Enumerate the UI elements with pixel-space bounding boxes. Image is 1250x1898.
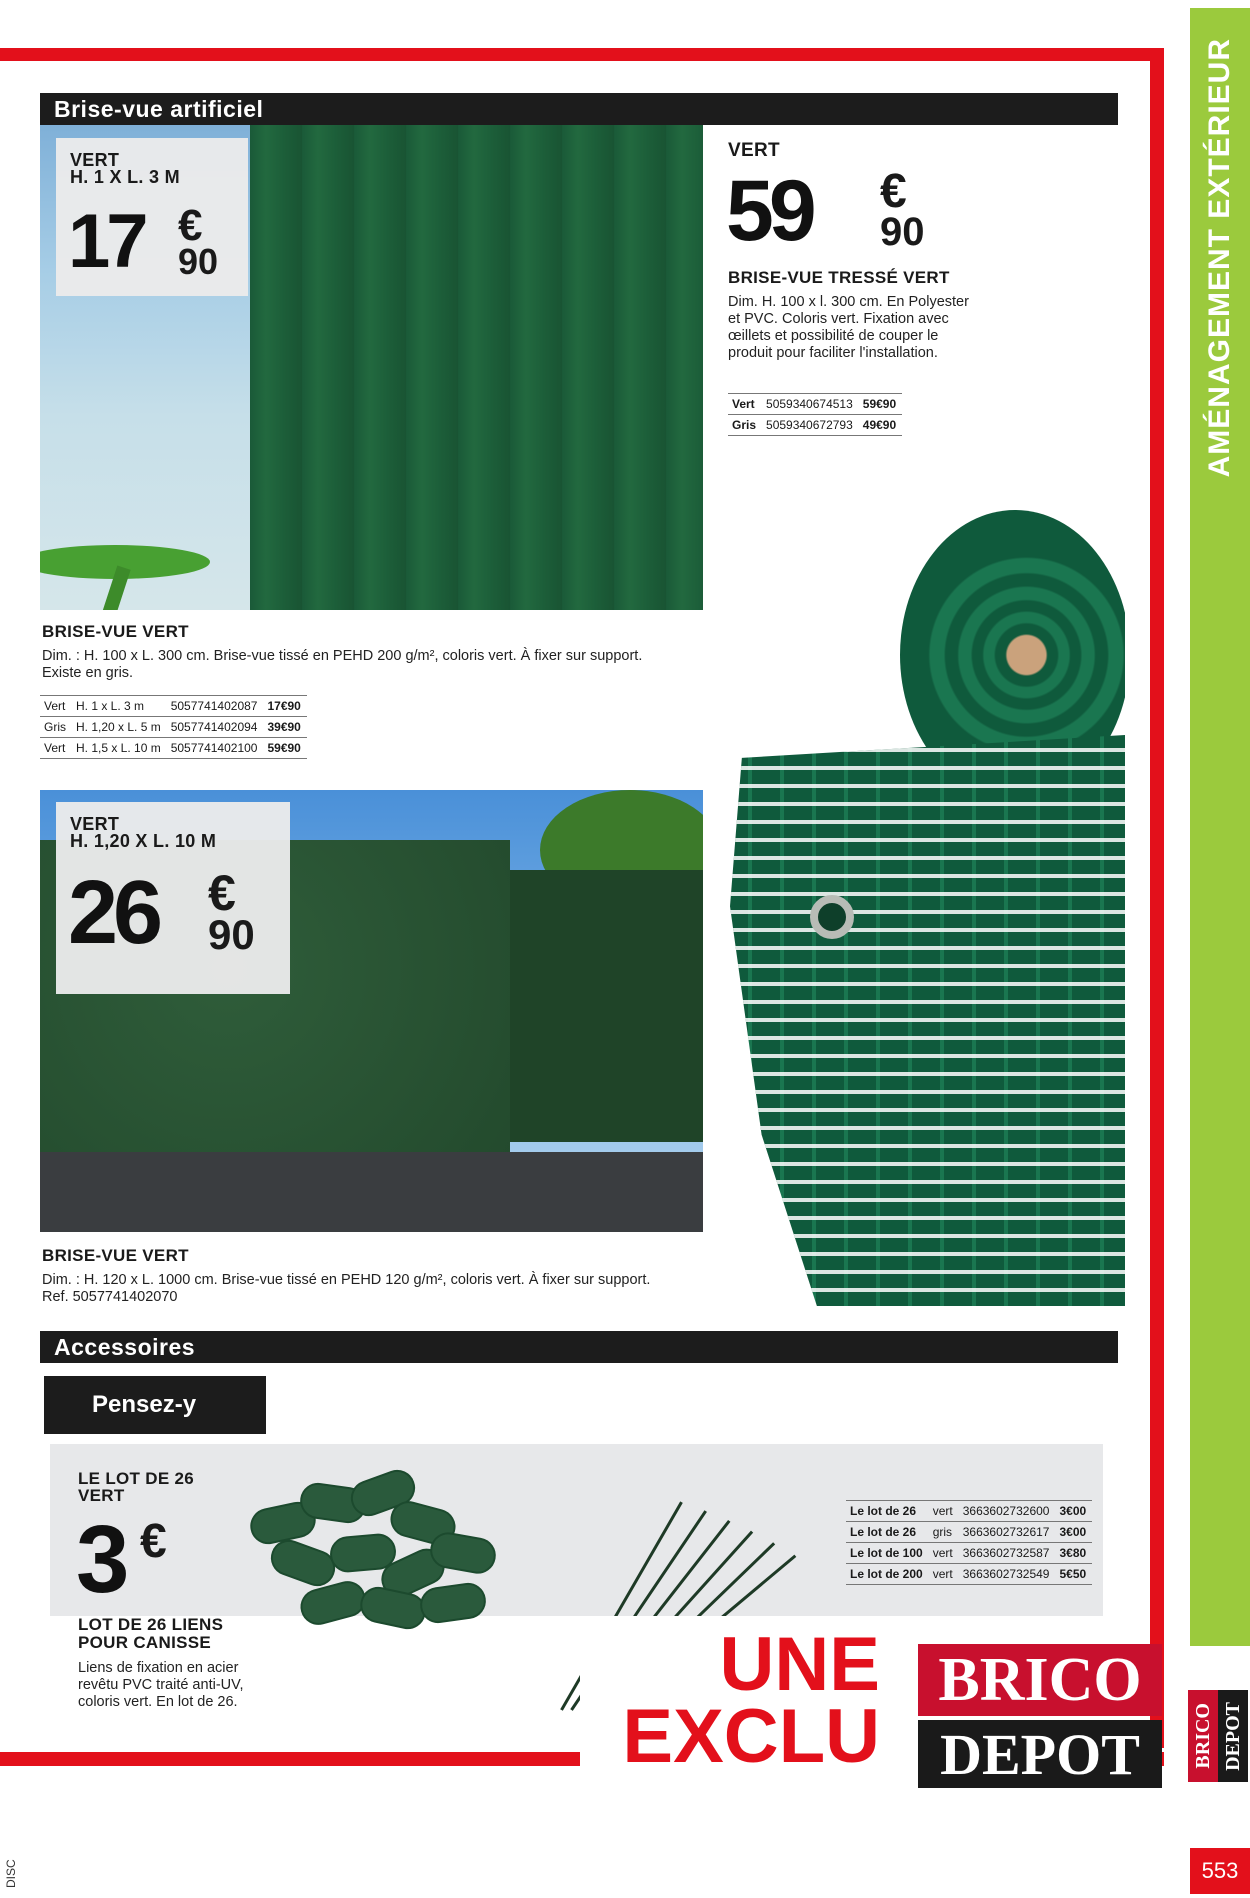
price-1-int: 17 (68, 199, 145, 284)
logo-depot-text: DEPOT (1221, 1701, 1244, 1771)
logo-depot-half (1218, 1690, 1248, 1782)
product-4-desc-line3: coloris vert. En lot de 26. (78, 1694, 238, 1710)
product-3-desc (42, 1272, 722, 1306)
row-lot: Le lot de 200 (846, 1564, 929, 1585)
product-2-desc-line2: et PVC. Coloris vert. Fixation avec (728, 311, 949, 327)
table-row (728, 415, 902, 436)
product-2-desc-line4: produit pour faciliter l'installation. (728, 345, 938, 361)
product-4-desc-line2: revêtu PVC traité anti-UV, (78, 1677, 244, 1693)
category-title-text: AMÉNAGEMENT EXTÉRIEUR (1203, 38, 1236, 478)
logo-brico-text: BRICO (1191, 1703, 1214, 1769)
table-row (40, 717, 307, 738)
row-color: vert (929, 1564, 959, 1585)
table-row (40, 696, 307, 717)
price-1-decimals: 90 (178, 241, 219, 282)
table-row (728, 394, 902, 415)
table-row (846, 1522, 1092, 1543)
row-color: Gris (728, 415, 762, 436)
price-3-decimals: 90 (208, 911, 255, 958)
row-price: 3€00 (1055, 1501, 1092, 1522)
product-4-desc-line1: Liens de fixation en acier (78, 1660, 239, 1676)
clip-shape (296, 1577, 369, 1629)
product-4-badge-line1: LE LOT DE 26 (78, 1469, 195, 1488)
brico-depot-logo-small (1188, 1690, 1248, 1782)
fence-shape (250, 125, 703, 610)
page-number: 553 (1190, 1848, 1250, 1894)
row-lot: Le lot de 100 (846, 1543, 929, 1564)
exclu-line2: EXCLU (622, 1694, 880, 1779)
product-4-name (78, 1616, 223, 1652)
product-4-name-line1: LOT DE 26 LIENS (78, 1615, 224, 1634)
row-price: 5€50 (1055, 1564, 1092, 1585)
row-price: 49€90 (859, 415, 902, 436)
price-2-currency: € (880, 165, 907, 218)
product-1-desc-line1: Dim. : H. 100 x L. 300 cm. Brise-vue tissé en PEHD 200 g/m², coloris vert. À fixer sur support. (42, 648, 643, 664)
row-price: 17€90 (263, 696, 306, 717)
row-ref: 5057741402100 (167, 738, 264, 759)
red-frame-right (1150, 48, 1164, 1748)
row-price: 3€00 (1055, 1522, 1092, 1543)
price-1-currency: € (178, 201, 203, 250)
product-2-ref-table (728, 393, 902, 436)
product-4-desc (78, 1660, 298, 1711)
row-price: 39€90 (263, 717, 306, 738)
price-badge-1 (56, 138, 248, 296)
row-color: vert (929, 1501, 959, 1522)
product-2-badge-line1: VERT (728, 140, 780, 161)
price-4-int: 3 (76, 1506, 130, 1613)
depot-logo-box: DEPOT (918, 1720, 1162, 1788)
row-ref: 5059340672793 (762, 415, 859, 436)
row-ref: 3663602732600 (959, 1501, 1056, 1522)
price-3-int: 26 (68, 863, 159, 963)
row-color: Vert (40, 738, 72, 759)
product-image-brise-vue-tresse (730, 500, 1125, 1306)
price-2-decimals: 90 (880, 210, 925, 254)
table-row (846, 1564, 1092, 1585)
product-3-name: BRISE-VUE VERT (42, 1246, 189, 1265)
row-lot: Le lot de 26 (846, 1522, 929, 1543)
product-2-desc-line1: Dim. H. 100 x l. 300 cm. En Polyester (728, 294, 969, 310)
row-color: gris (929, 1522, 959, 1543)
clip-shape (266, 1535, 340, 1591)
row-ref: 3663602732587 (959, 1543, 1056, 1564)
price-4-currency: € (140, 1515, 167, 1568)
price-3-currency: € (208, 865, 236, 921)
product-1-desc (42, 648, 702, 682)
row-size: H. 1 x L. 3 m (72, 696, 167, 717)
row-color: Vert (40, 696, 72, 717)
row-ref: 5059340674513 (762, 394, 859, 415)
category-title (1190, 8, 1250, 1646)
product-3-desc-line1: Dim. : H. 120 x L. 1000 cm. Brise-vue tissé en PEHD 120 g/m², coloris vert. À fixer sur support. (42, 1272, 651, 1288)
row-price: 59€90 (263, 738, 306, 759)
badge-1-line1: VERT (70, 150, 120, 170)
row-price: 3€80 (1055, 1543, 1092, 1564)
red-frame-top (0, 48, 1164, 61)
product-4-name-line2: POUR CANISSE (78, 1633, 212, 1652)
table-row (846, 1501, 1092, 1522)
disc-code: DISC (4, 1859, 18, 1888)
row-size: H. 1,20 x L. 5 m (72, 717, 167, 738)
product-1-name: BRISE-VUE VERT (42, 622, 189, 641)
exclu-line1: UNE (719, 1622, 880, 1707)
row-ref: 3663602732617 (959, 1522, 1056, 1543)
table-row (40, 738, 307, 759)
table-row (846, 1543, 1092, 1564)
badge-1-line2: H. 1 X L. 3 M (70, 167, 180, 187)
product-2-desc-line3: œillets et possibilité de couper le (728, 328, 939, 344)
roll-body-shape (730, 735, 1125, 1306)
logo-brico-half (1188, 1690, 1218, 1782)
row-lot: Le lot de 26 (846, 1501, 929, 1522)
product-4-ref-table (846, 1500, 1092, 1585)
row-color: Vert (728, 394, 762, 415)
product-4-badge-line2: VERT (78, 1486, 125, 1505)
product-1-desc-line2: Existe en gris. (42, 665, 134, 681)
row-color: vert (929, 1543, 959, 1564)
row-color: Gris (40, 717, 72, 738)
wall-right-shape (510, 870, 703, 1142)
product-2-desc (728, 294, 998, 362)
row-size: H. 1,5 x L. 10 m (72, 738, 167, 759)
floor-shape (40, 1152, 703, 1232)
pensez-y-tab: Pensez-y (44, 1376, 266, 1434)
eyelet-shape (810, 895, 854, 939)
brico-logo-box: BRICO (918, 1644, 1162, 1716)
price-2-int: 59 (726, 163, 812, 259)
row-ref: 5057741402094 (167, 717, 264, 738)
product-1-ref-table (40, 695, 307, 759)
row-ref: 5057741402087 (167, 696, 264, 717)
row-price: 59€90 (859, 394, 902, 415)
section-title-1: Brise-vue artificiel (44, 93, 273, 125)
row-ref: 3663602732549 (959, 1564, 1056, 1585)
badge-3-line2: H. 1,20 X L. 10 M (70, 831, 217, 851)
price-badge-3 (56, 802, 290, 994)
product-2-name: BRISE-VUE TRESSÉ VERT (728, 268, 950, 287)
section-title-2: Accessoires (44, 1331, 205, 1363)
product-3-desc-line2: Ref. 5057741402070 (42, 1289, 178, 1305)
clip-shape (357, 1584, 429, 1633)
badge-3-line1: VERT (70, 814, 120, 834)
